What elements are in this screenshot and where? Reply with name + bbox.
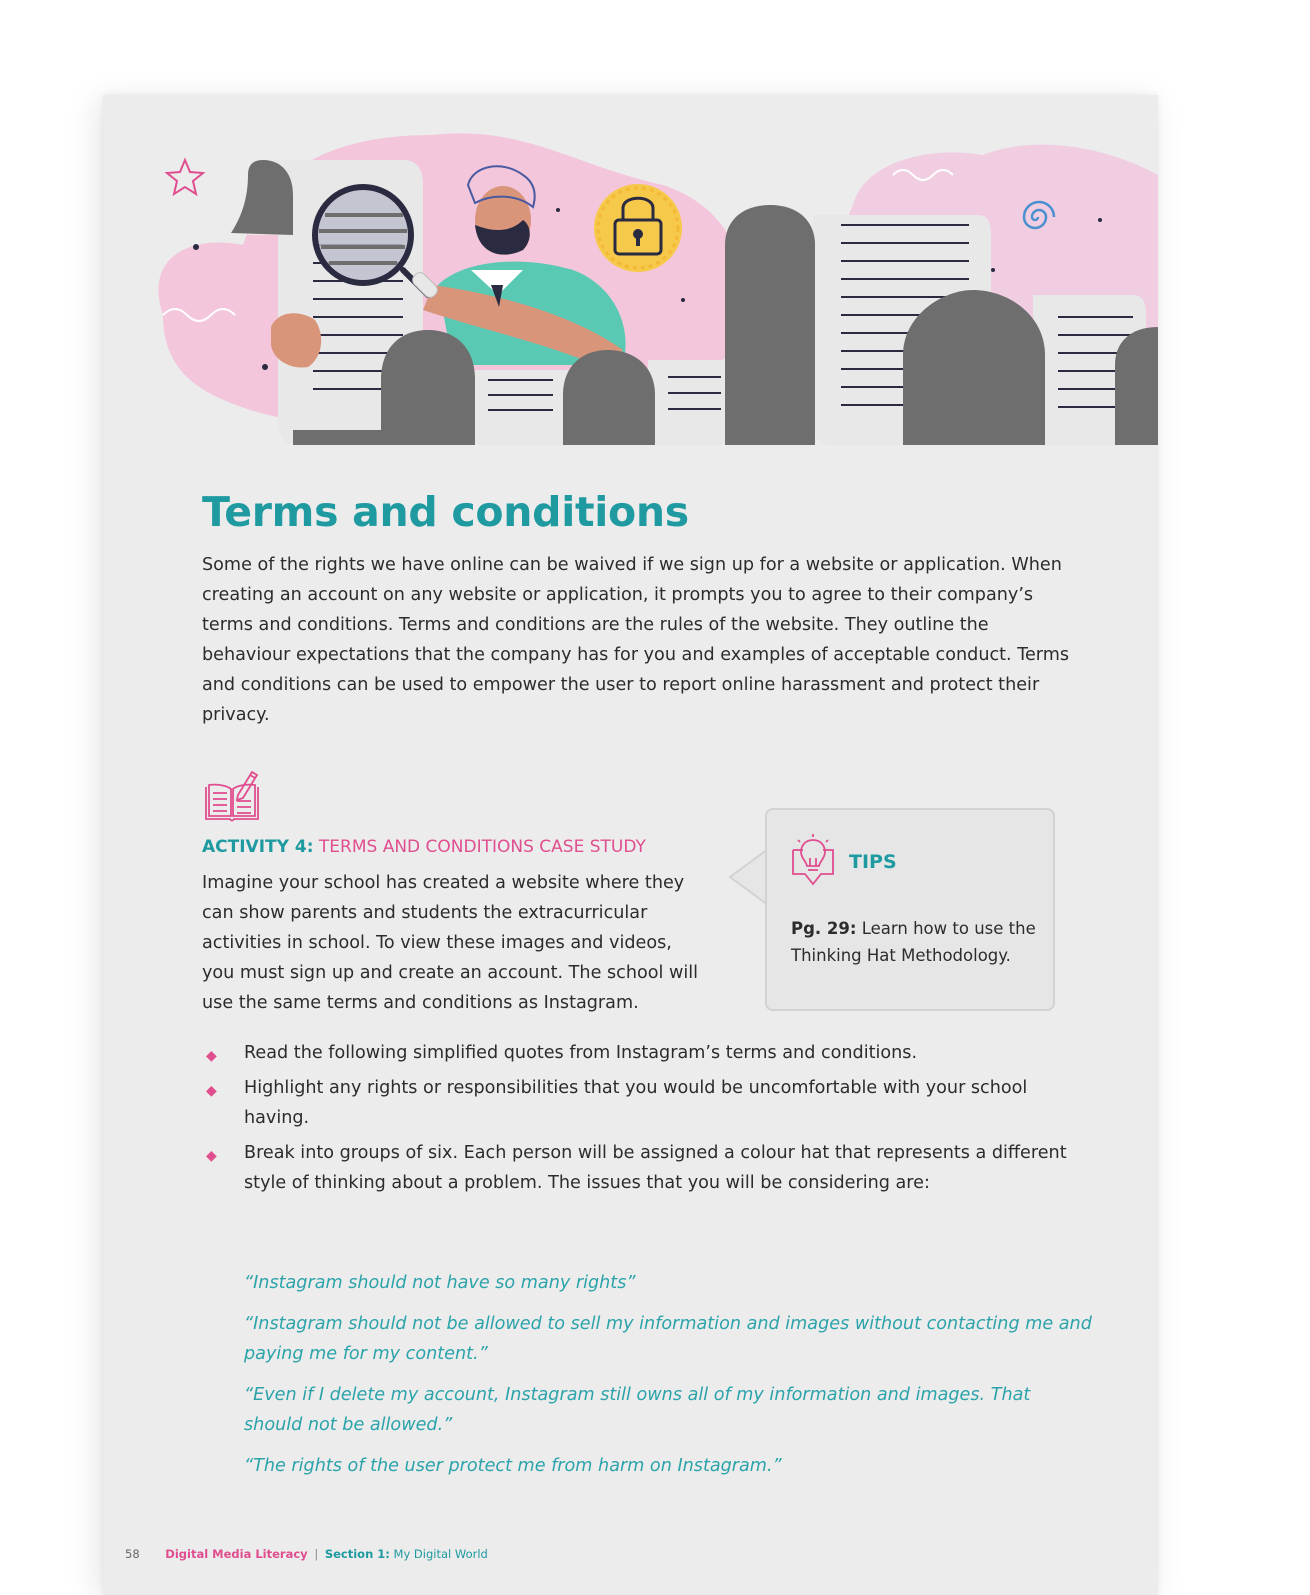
dot bbox=[193, 244, 199, 250]
tips-page-ref: Pg. 29: bbox=[791, 919, 857, 938]
gray-arch-6 bbox=[293, 430, 381, 445]
page-number: 58 bbox=[125, 1547, 140, 1561]
dot bbox=[1098, 218, 1102, 222]
diamond-bullet-icon: ◆ bbox=[206, 1148, 217, 1164]
quote: “Instagram should not be allowed to sell my information and images without contacting me and paying me for my content.” bbox=[244, 1314, 1092, 1364]
quote: “The rights of the user protect me from harm on Instagram.” bbox=[244, 1456, 782, 1476]
gray-arch-5 bbox=[1115, 327, 1158, 445]
list-item bbox=[202, 1038, 1082, 1068]
gray-arch-1 bbox=[381, 330, 475, 445]
activity-name: TERMS AND CONDITIONS CASE STUDY bbox=[318, 837, 646, 857]
instruction-list bbox=[202, 1038, 1082, 1203]
scroll-bottom-2 bbox=[648, 360, 728, 445]
star-icon bbox=[167, 160, 203, 194]
book-title: Digital Media Literacy bbox=[165, 1547, 308, 1561]
tips-label: TIPS bbox=[849, 851, 897, 873]
activity-description: Imagine your school has created a website where they can show parents and students the extracurricular activities in school. To view these images and videos, you must sign up and create an account. The school will use the same terms and conditions as Instagram. bbox=[202, 873, 699, 1013]
list-item bbox=[202, 1073, 1082, 1133]
dot bbox=[681, 298, 685, 302]
scroll-left-curl bbox=[231, 160, 293, 235]
footer-separator: | bbox=[314, 1547, 319, 1561]
padlock-icon bbox=[594, 184, 682, 272]
activity-heading bbox=[202, 837, 646, 857]
tips-pointer bbox=[728, 847, 768, 907]
list-item-text: Read the following simplified quotes from Instagram’s terms and conditions. bbox=[244, 1043, 918, 1063]
quote: “Instagram should not have so many rights” bbox=[244, 1273, 636, 1293]
book-pencil-icon bbox=[200, 767, 264, 829]
dot bbox=[991, 268, 995, 272]
tips-body: Learn how to use the Thinking Hat Methodology. bbox=[791, 919, 1036, 965]
intro-paragraph: Some of the rights we have online can be waived if we sign up for a website or application. When creating an account on any website or application, it prompts you to agree to their company’s terms and conditions. Terms and conditions are the rules of the website. They outline the behaviour expectations that the company has for you and examples of acceptable conduct. Terms and conditions can be used to empower the user to report online harassment and protect their privacy. bbox=[202, 555, 1070, 725]
diamond-bullet-icon: ◆ bbox=[206, 1083, 217, 1099]
gray-arch-4 bbox=[903, 290, 1045, 445]
hero-illustration bbox=[103, 95, 1158, 445]
page-title: Terms and conditions bbox=[202, 488, 689, 536]
document-page bbox=[103, 95, 1158, 1595]
tips-box bbox=[765, 808, 1055, 1011]
quote: “Even if I delete my account, Instagram still owns all of my information and images. That should not be allowed.” bbox=[244, 1385, 1031, 1435]
list-item-text: Highlight any rights or responsibilities that you would be uncomfortable with your school having. bbox=[244, 1078, 1028, 1128]
diamond-bullet-icon: ◆ bbox=[206, 1048, 217, 1064]
activity-number: ACTIVITY 4: bbox=[202, 837, 314, 857]
tips-text bbox=[791, 915, 1041, 969]
gray-arch-3 bbox=[725, 205, 815, 445]
page-footer bbox=[125, 1547, 488, 1561]
section-label: Section 1: bbox=[324, 1547, 390, 1561]
list-item bbox=[202, 1138, 1082, 1198]
list-item-text: Break into groups of six. Each person will be assigned a colour hat that represents a different style of thinking about a problem. The issues that you will be considering are: bbox=[244, 1143, 1067, 1193]
gray-arch-2 bbox=[563, 350, 655, 445]
dot bbox=[262, 364, 268, 370]
section-name: My Digital World bbox=[393, 1547, 488, 1561]
lightbulb-icon bbox=[789, 834, 837, 890]
dot bbox=[556, 208, 560, 212]
quote-list bbox=[244, 1268, 1094, 1492]
